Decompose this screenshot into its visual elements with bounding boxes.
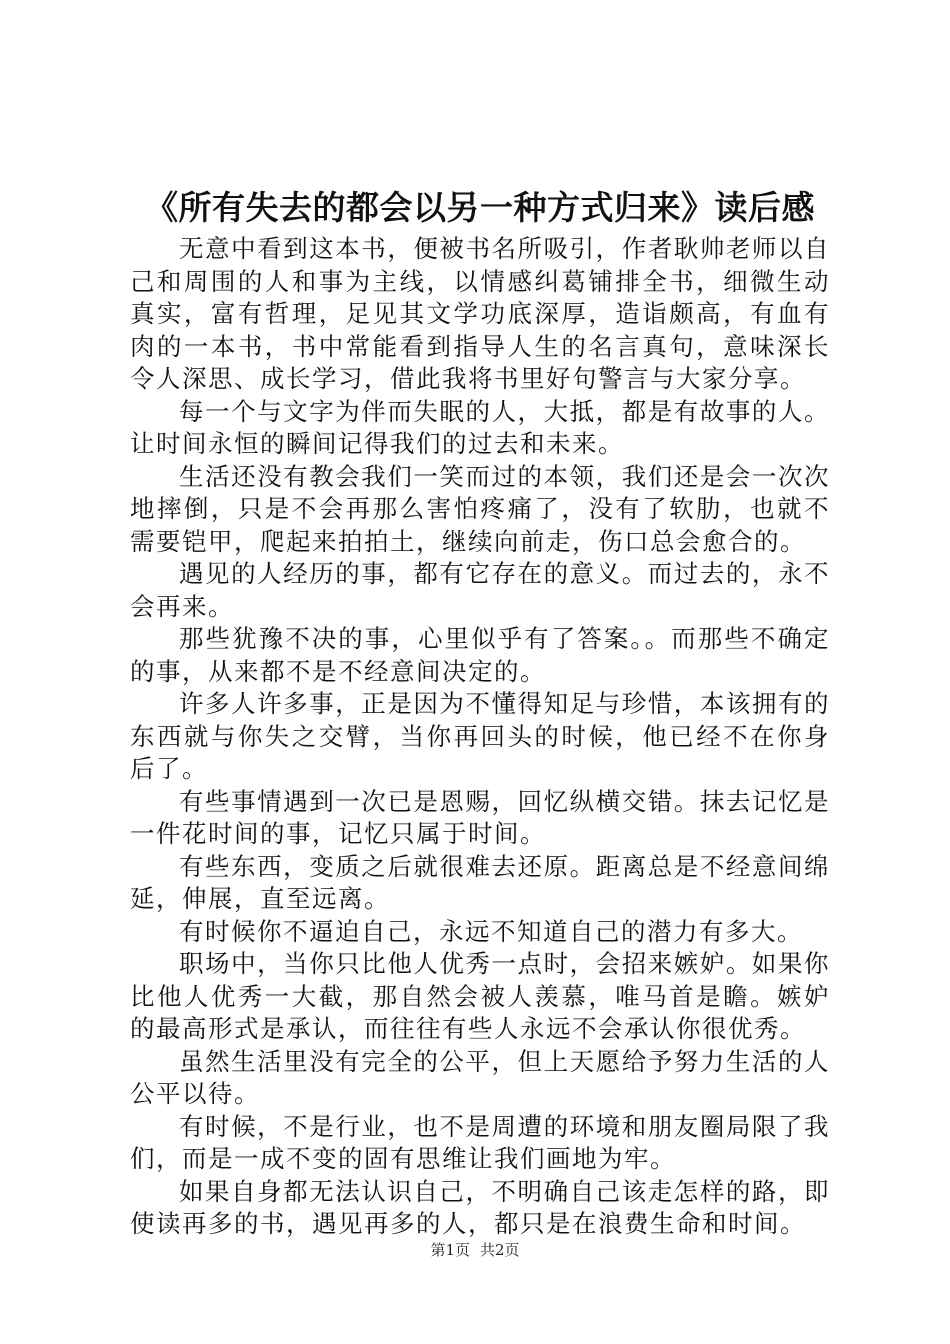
paragraph: 遇见的人经历的事，都有它存在的意义。而过去的，永不会再来。 (130, 559, 830, 621)
paragraph: 有些事情遇到一次已是恩赐，回忆纵横交错。抹去记忆是一件花时间的事，记忆只属于时间。 (130, 786, 830, 848)
page-total: 共2页 (480, 1241, 520, 1259)
paragraph: 有些东西，变质之后就很难去还原。距离总是不经意间绵延，伸展，直至远离。 (130, 851, 830, 913)
paragraph: 那些犹豫不决的事，心里似乎有了答案。。而那些不确定的事，从来都不是不经意间决定的。 (130, 624, 830, 686)
page-number: 第1页 (430, 1241, 470, 1259)
paragraph: 许多人许多事，正是因为不懂得知足与珍惜，本该拥有的东西就与你失之交臂，当你再回头的时候，他已经不在你身后了。 (130, 689, 830, 783)
paragraph: 生活还没有教会我们一笑而过的本领，我们还是会一次次地摔倒，只是不会再那么害怕疼痛了，没有了软肋，也就不需要铠甲，爬起来拍拍土，继续向前走，伤口总会愈合的。 (130, 461, 830, 556)
paragraph: 虽然生活里没有完全的公平，但上天愿给予努力生活的人公平以待。 (130, 1046, 830, 1108)
paragraph: 职场中，当你只比他人优秀一点时，会招来嫉妒。如果你比他人优秀一大截，那自然会被人羡慕，唯马首是瞻。嫉妒的最高形式是承认，而往往有些人永远不会承认你很优秀。 (130, 949, 830, 1043)
paragraph: 无意中看到这本书，便被书名所吸引，作者耿帅老师以自己和周围的人和事为主线，以情感纠葛铺排全书，细微生动真实，富有哲理，足见其文学功底深厚，造诣颇高，有血有肉的一本书，书中常能看到指导人生的名言真句，意味深长令人深思、成长学习，借此我将书里好句警言与大家分享。 (130, 234, 830, 393)
document-body (130, 233, 830, 1241)
document-title: 《所有失去的都会以另一种方式归来》读后感 (145, 188, 815, 227)
paragraph: 有时候，不是行业，也不是周遭的环境和朋友圈局限了我们，而是一成不变的固有思维让我们画地为牢。 (130, 1111, 830, 1173)
paragraph: 有时候你不逼迫自己，永远不知道自己的潜力有多大。 (179, 916, 803, 946)
paragraph: 如果自身都无法认识自己，不明确自己该走怎样的路，即使读再多的书，遇见再多的人，都只是在浪费生命和时间。 (130, 1176, 830, 1238)
page-footer (0, 1240, 950, 1260)
paragraph: 每一个与文字为伴而失眠的人，大抵，都是有故事的人。让时间永恒的瞬间记得我们的过去和未来。 (130, 396, 830, 458)
